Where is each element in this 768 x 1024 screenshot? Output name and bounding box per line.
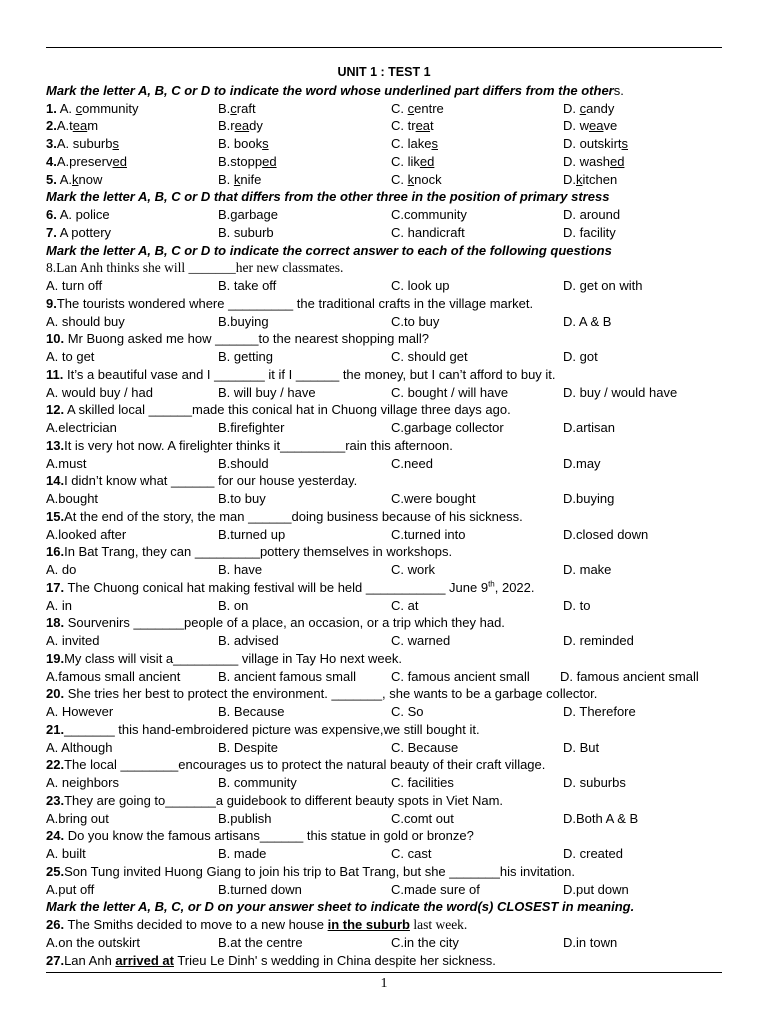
- question-24-options: A. built B. made C. cast D. created: [46, 846, 623, 861]
- question-16-options: A. do B. have C. work D. make: [46, 562, 612, 577]
- question-5: 5. A.know B. knife C. knock D.kitchen: [46, 171, 618, 187]
- question-2: 2.A.team B.ready C. treat D. weave: [46, 118, 618, 134]
- question-26-options: A.on the outskirt B.at the centre C.in the city D.in town: [46, 934, 618, 950]
- question-13-options: A.must B.should C.need D.may: [46, 455, 601, 471]
- section-3-instruction: Mark the letter A, B, C or D to indicate the correct answer to each of the following questions: [46, 242, 612, 258]
- question-13-stem: 13.It is very hot now. A firelighter thinks it_________rain this afternoon.: [46, 437, 453, 453]
- question-21-stem: 21._______ this hand-embroidered picture was expensive,we still bought it.: [46, 721, 480, 737]
- top-rule: [46, 47, 722, 48]
- question-8-options: A. turn off B. take off C. look up D. get on with: [46, 278, 643, 293]
- question-16-stem: 16.In Bat Trang, they can _________pottery themselves in workshops.: [46, 544, 453, 560]
- question-11-stem: 11. It’s a beautiful vase and I _______ it if I ______ the money, but I can’t afford to buy it.: [46, 366, 556, 382]
- question-24-stem: 24. Do you know the famous artisans______ this statue in gold or bronze?: [46, 828, 474, 844]
- question-10-stem: 10. Mr Buong asked me how ______to the nearest shopping mall?: [46, 331, 430, 347]
- bottom-rule: [46, 972, 722, 973]
- question-17-stem: 17. The Chuong conical hat making festival will be held ___________ June 9th, 2022.: [46, 579, 535, 595]
- question-26-stem: 26. The Smiths decided to move to a new house in the suburb last week.: [46, 917, 468, 932]
- question-21-options: A. Although B. Despite C. Because D. But: [46, 739, 600, 755]
- question-14-options: A.bought B.to buy C.were bought D.buying: [46, 491, 615, 506]
- question-7: 7. A pottery B. suburb C. handicraft D. facility: [46, 224, 616, 240]
- question-18-options: A. invited B. advised C. warned D. reminded: [46, 633, 634, 648]
- question-9-stem: 9.The tourists wondered where _________ the traditional crafts in the village market.: [46, 295, 534, 311]
- question-15-stem: 15.At the end of the story, the man ______doing business because of his sickness.: [46, 508, 523, 524]
- question-19-options: A.famous small ancient B. ancient famous small C. famous ancient small D. famous ancient small: [46, 668, 699, 684]
- question-25-options: A.put off B.turned down C.made sure of D.put down: [46, 881, 629, 897]
- question-19-stem: 19.My class will visit a_________ village in Tay Ho next week.: [46, 650, 403, 666]
- question-20-stem: 20. She tries her best to protect the environment. _______, she wants to be a garbage collector.: [46, 686, 598, 702]
- section-2-instruction: Mark the letter A, B, C or D that differs from the other three in the position of primary stress: [46, 189, 610, 205]
- question-23-stem: 23.They are going to_______a guidebook to different beauty spots in Viet Nam.: [46, 792, 504, 808]
- question-4: 4.A.preserved B.stopped C. liked D. washed: [46, 153, 625, 169]
- section-4-instruction: Mark the letter A, B, C, or D on your answer sheet to indicate the word(s) CLOSEST in meaning.: [46, 899, 635, 915]
- question-12-options: A.electrician B.firefighter C.garbage collector D.artisan: [46, 420, 616, 435]
- question-20-options: A. However B. Because C. So D. Therefore: [46, 704, 636, 719]
- question-18-stem: 18. Sourvenirs _______people of a place, an occasion, or a trip which they had.: [46, 615, 505, 631]
- question-8-stem: 8.Lan Anh thinks she will _______her new classmates.: [46, 260, 344, 276]
- question-23-options: A.bring out B.publish C.comt out D.Both A & B: [46, 810, 639, 826]
- question-15-options: A.looked after B.turned up C.turned into D.closed down: [46, 526, 649, 542]
- question-12-stem: 12. A skilled local ______made this conical hat in Chuong village three days ago.: [46, 402, 511, 418]
- question-17-options: A. in B. on C. at D. to: [46, 597, 591, 613]
- question-14-stem: 14.I didn’t know what ______ for our house yesterday.: [46, 473, 358, 489]
- page-number: 1: [380, 976, 388, 991]
- question-6: 6. A. police B.garbage C.community D. around: [46, 207, 621, 222]
- question-11-options: A. would buy / had B. will buy / have C. bought / will have D. buy / would have: [46, 384, 678, 400]
- question-27-stem: 27.Lan Anh arrived at Trieu Le Dinh' s wedding in China despite her sickness.: [46, 952, 496, 968]
- question-22-stem: 22.The local ________encourages us to protect the natural beauty of their craft village.: [46, 757, 546, 773]
- question-22-options: A. neighbors B. community C. facilities D. suburbs: [46, 775, 626, 790]
- question-25-stem: 25.Son Tung invited Huong Giang to join his trip to Bat Trang, but she _______his invitation.: [46, 863, 576, 879]
- question-9-options: A. should buy B.buying C.to buy D. A & B: [46, 313, 612, 329]
- question-10-options: A. to get B. getting C. should get D. got: [46, 349, 598, 364]
- test-sheet: [46, 64, 722, 969]
- page-title: UNIT 1 : TEST 1: [337, 65, 431, 79]
- question-1: 1. A. community B.craft C. centre D. candy: [46, 100, 615, 116]
- section-1-instruction: Mark the letter A, B, C or D to indicate the word whose underlined part differs from the others.: [46, 82, 624, 98]
- question-3: 3.A. suburbs B. books C. lakes D. outskirts: [46, 136, 629, 151]
